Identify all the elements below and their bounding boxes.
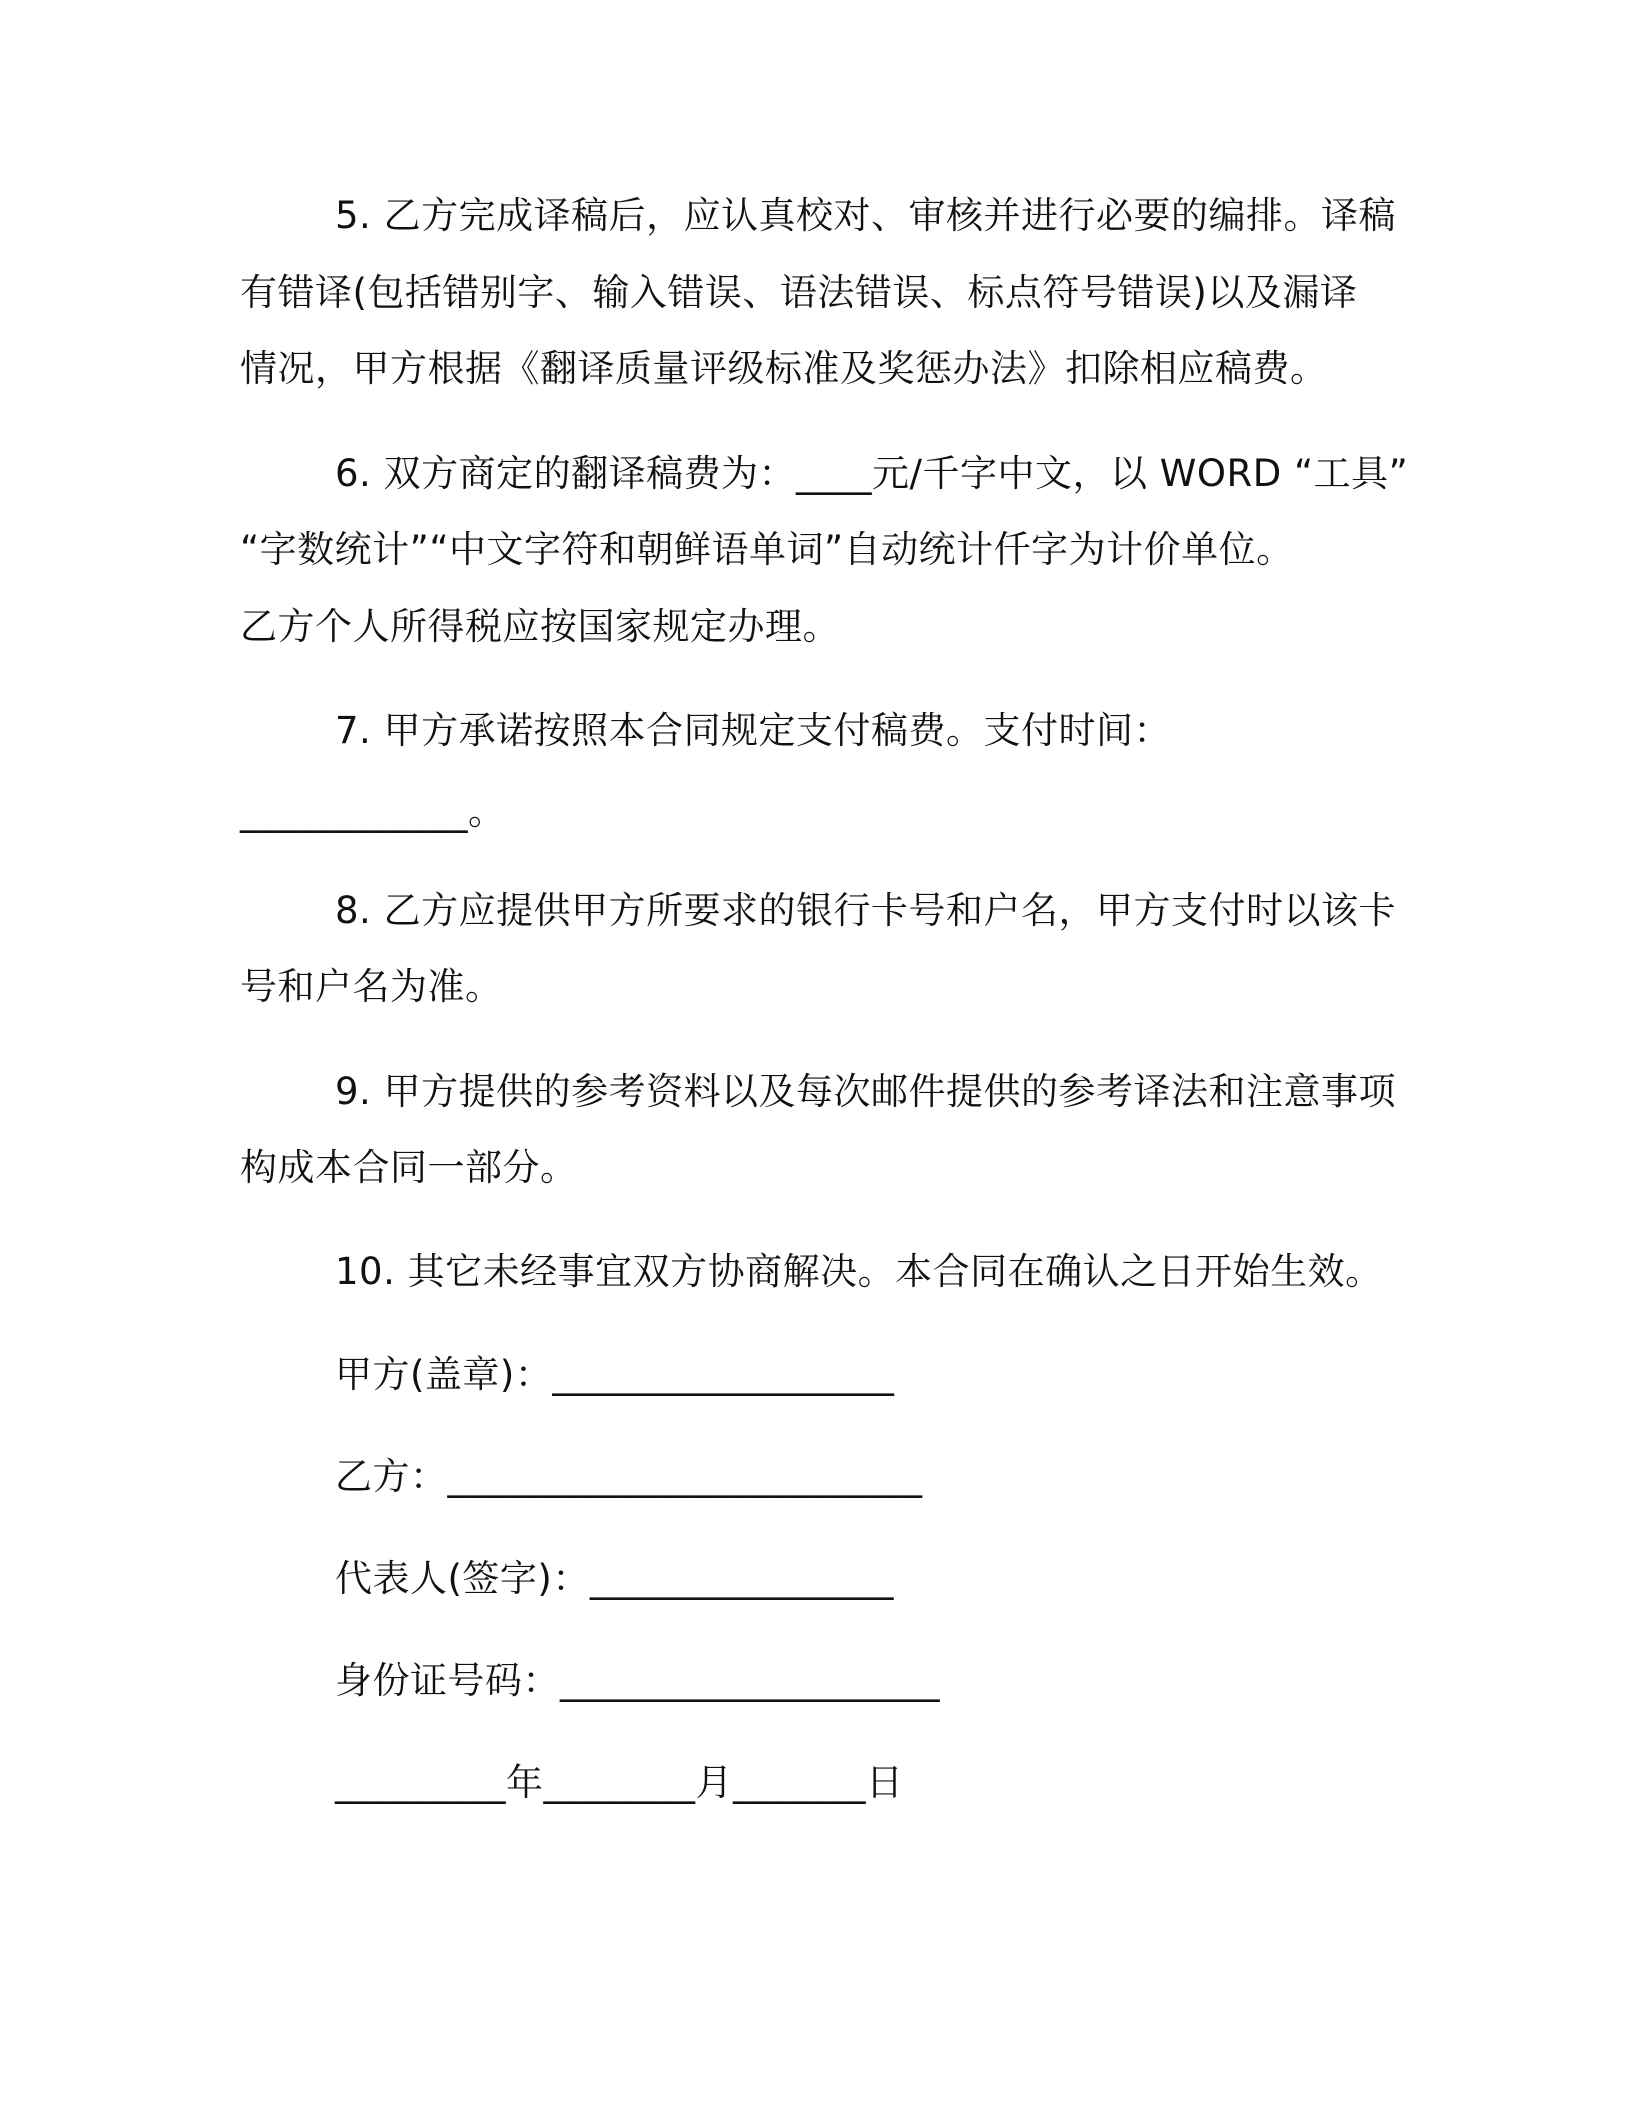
clause-8-line-1: 8. 乙方应提供甲方所要求的银行卡号和户名，甲方支付时以该卡 — [335, 889, 1397, 932]
clause-9-line-2: 构成本合同一部分。 — [240, 1146, 578, 1189]
clause-6-line-2: “字数统计”“中文字符和朝鲜语单词”自动统计仟字为计价单位。 — [240, 528, 1294, 571]
representative-signature-line: 代表人(签字)：________________ — [335, 1557, 894, 1600]
clause-9-line-1: 9. 甲方提供的参考资料以及每次邮件提供的参考译法和注意事项 — [335, 1070, 1397, 1113]
clause-6-line-1: 6. 双方商定的翻译稿费为：____元/千字中文，以 WORD “工具” — [335, 452, 1409, 495]
id-number-line: 身份证号码：____________________ — [335, 1659, 940, 1702]
party-a-seal-line: 甲方(盖章)：__________________ — [335, 1353, 895, 1396]
clause-7-line-1: 7. 甲方承诺按照本合同规定支付稿费。支付时间： — [335, 709, 1172, 752]
date-line: _________年________月_______日 — [335, 1761, 904, 1804]
clause-7-line-2: ____________。 — [240, 790, 506, 833]
clause-6-line-3: 乙方个人所得税应按国家规定办理。 — [240, 605, 840, 648]
party-b-line: 乙方：_________________________ — [335, 1455, 923, 1498]
clause-5-line-2: 有错译(包括错别字、输入错误、语法错误、标点符号错误)以及漏译 — [240, 271, 1358, 314]
clause-10: 10. 其它未经事宜双方协商解决。本合同在确认之日开始生效。 — [335, 1250, 1383, 1293]
clause-5-line-3: 情况，甲方根据《翻译质量评级标准及奖惩办法》扣除相应稿费。 — [240, 347, 1328, 390]
clause-5-line-1: 5. 乙方完成译稿后，应认真校对、审核并进行必要的编排。译稿 — [335, 194, 1397, 237]
clause-8-line-2: 号和户名为准。 — [240, 965, 503, 1008]
